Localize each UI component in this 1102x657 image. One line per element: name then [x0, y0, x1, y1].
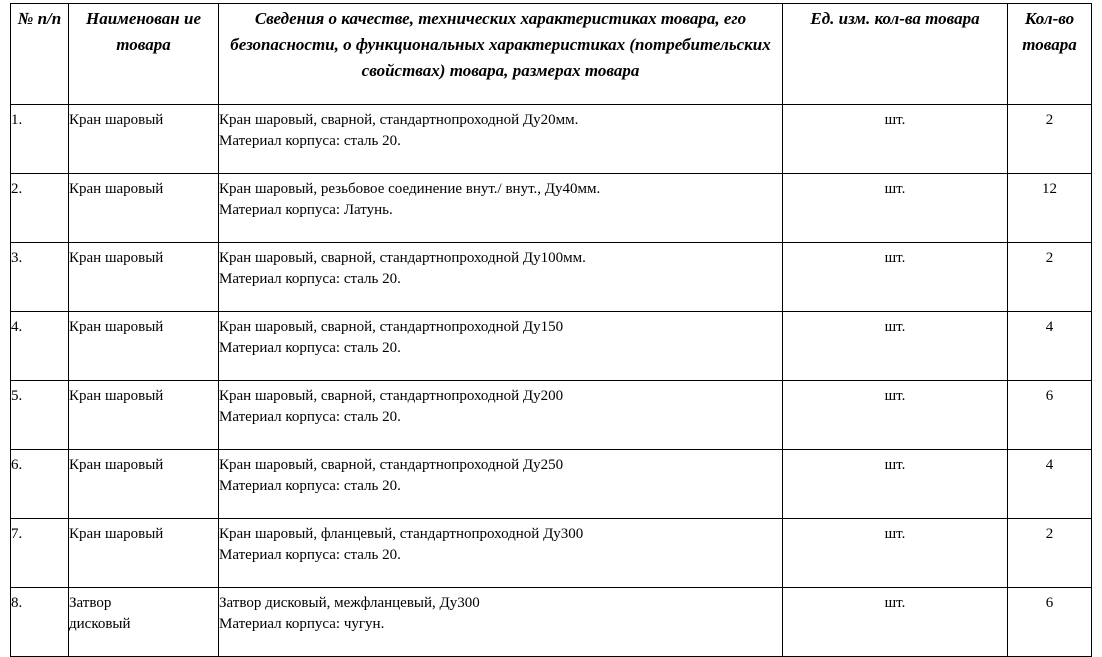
header-name — [69, 4, 219, 105]
item-description — [219, 105, 783, 174]
header-number-line: п/п — [37, 9, 62, 28]
item-name-line: Кран шаровый — [69, 388, 164, 404]
item-description — [219, 312, 783, 381]
item-description-line: Материал корпуса: сталь 20. — [219, 547, 401, 563]
item-quantity: 12 — [1008, 174, 1092, 243]
item-description-line: Материал корпуса: сталь 20. — [219, 133, 401, 149]
item-unit: шт. — [783, 381, 1008, 450]
header-quantity-line: Кол-во — [1024, 9, 1075, 28]
header-description-line: размерах товара — [512, 61, 640, 80]
item-description-line: Материал корпуса: сталь 20. — [219, 340, 401, 356]
item-quantity: 6 — [1008, 588, 1092, 657]
header-description-line: Сведения о качестве, технических характеристиках — [254, 9, 657, 28]
table-row — [11, 243, 1092, 312]
item-name — [69, 243, 219, 312]
row-number: 4. — [11, 312, 69, 381]
item-description-line: Кран шаровый, сварной, стандартнопроходной Ду250 — [219, 457, 564, 473]
item-description-line: Затвор дисковый, межфланцевый, Ду300 — [219, 595, 480, 611]
table-row — [11, 312, 1092, 381]
row-number: 6. — [11, 450, 69, 519]
item-quantity: 2 — [1008, 243, 1092, 312]
item-name-line: Кран шаровый — [69, 250, 164, 266]
header-quantity — [1008, 4, 1092, 105]
item-name-line: Кран шаровый — [69, 526, 164, 542]
item-unit: шт. — [783, 105, 1008, 174]
item-name — [69, 519, 219, 588]
item-description — [219, 588, 783, 657]
item-quantity: 6 — [1008, 381, 1092, 450]
item-unit: шт. — [783, 312, 1008, 381]
item-description-line: Кран шаровый, сварной, стандартнопроходной Ду150 — [219, 319, 564, 335]
table-row — [11, 588, 1092, 657]
item-description-line: Материал корпуса: Латунь. — [219, 202, 393, 218]
item-name — [69, 588, 219, 657]
header-number — [11, 4, 69, 105]
header-name-line: ие товара — [116, 9, 201, 54]
header-name-line: Наименован — [86, 9, 180, 28]
item-name-line: Кран шаровый — [69, 319, 164, 335]
table-row — [11, 105, 1092, 174]
item-quantity: 4 — [1008, 312, 1092, 381]
item-name — [69, 381, 219, 450]
header-unit — [783, 4, 1008, 105]
item-name-line: Кран шаровый — [69, 457, 164, 473]
table-row — [11, 519, 1092, 588]
item-name-line: дисковый — [69, 616, 131, 632]
header-number-line: № — [17, 9, 34, 28]
item-name-line: Кран шаровый — [69, 181, 164, 197]
header-description-line: характеристиках (потребительских свойствах) товара, — [361, 35, 771, 80]
item-description-line: Кран шаровый, сварной, стандартнопроходной Ду100мм. — [219, 250, 586, 266]
item-unit: шт. — [783, 519, 1008, 588]
item-unit: шт. — [783, 174, 1008, 243]
item-description — [219, 174, 783, 243]
item-description-line: Материал корпуса: сталь 20. — [219, 409, 401, 425]
item-description-line: Кран шаровый, фланцевый, стандартнопроходной Ду300 — [219, 526, 584, 542]
header-description — [219, 4, 783, 105]
row-number: 2. — [11, 174, 69, 243]
table-row — [11, 450, 1092, 519]
row-number: 3. — [11, 243, 69, 312]
item-name — [69, 174, 219, 243]
item-description-line: Кран шаровый, резьбовое соединение внут./ внут., Ду40мм. — [219, 181, 601, 197]
item-name — [69, 312, 219, 381]
item-description — [219, 243, 783, 312]
item-unit: шт. — [783, 450, 1008, 519]
item-unit: шт. — [783, 588, 1008, 657]
item-unit: шт. — [783, 243, 1008, 312]
item-description-line: Материал корпуса: сталь 20. — [219, 271, 401, 287]
item-description — [219, 381, 783, 450]
header-unit-line: Ед. изм. — [810, 9, 871, 28]
item-name — [69, 450, 219, 519]
table-row — [11, 174, 1092, 243]
item-quantity: 4 — [1008, 450, 1092, 519]
item-description-line: Материал корпуса: сталь 20. — [219, 478, 401, 494]
header-row — [11, 4, 1092, 105]
table-row — [11, 381, 1092, 450]
row-number: 5. — [11, 381, 69, 450]
item-name — [69, 105, 219, 174]
header-unit-line: кол-ва товара — [874, 9, 980, 28]
item-description-line: Кран шаровый, сварной, стандартнопроходной Ду200 — [219, 388, 564, 404]
item-name-line: Кран шаровый — [69, 112, 164, 128]
row-number: 7. — [11, 519, 69, 588]
header-description-line: товара, его безопасности, о функциональных — [230, 9, 747, 54]
item-quantity: 2 — [1008, 105, 1092, 174]
item-description-line: Кран шаровый, сварной, стандартнопроходной Ду20мм. — [219, 112, 579, 128]
item-description-line: Материал корпуса: чугун. — [219, 616, 385, 632]
row-number: 1. — [11, 105, 69, 174]
goods-specification-table — [10, 3, 1092, 657]
item-description — [219, 519, 783, 588]
row-number: 8. — [11, 588, 69, 657]
item-name-line: Затвор — [69, 595, 112, 611]
item-description — [219, 450, 783, 519]
item-quantity: 2 — [1008, 519, 1092, 588]
header-quantity-line: товара — [1022, 35, 1077, 54]
